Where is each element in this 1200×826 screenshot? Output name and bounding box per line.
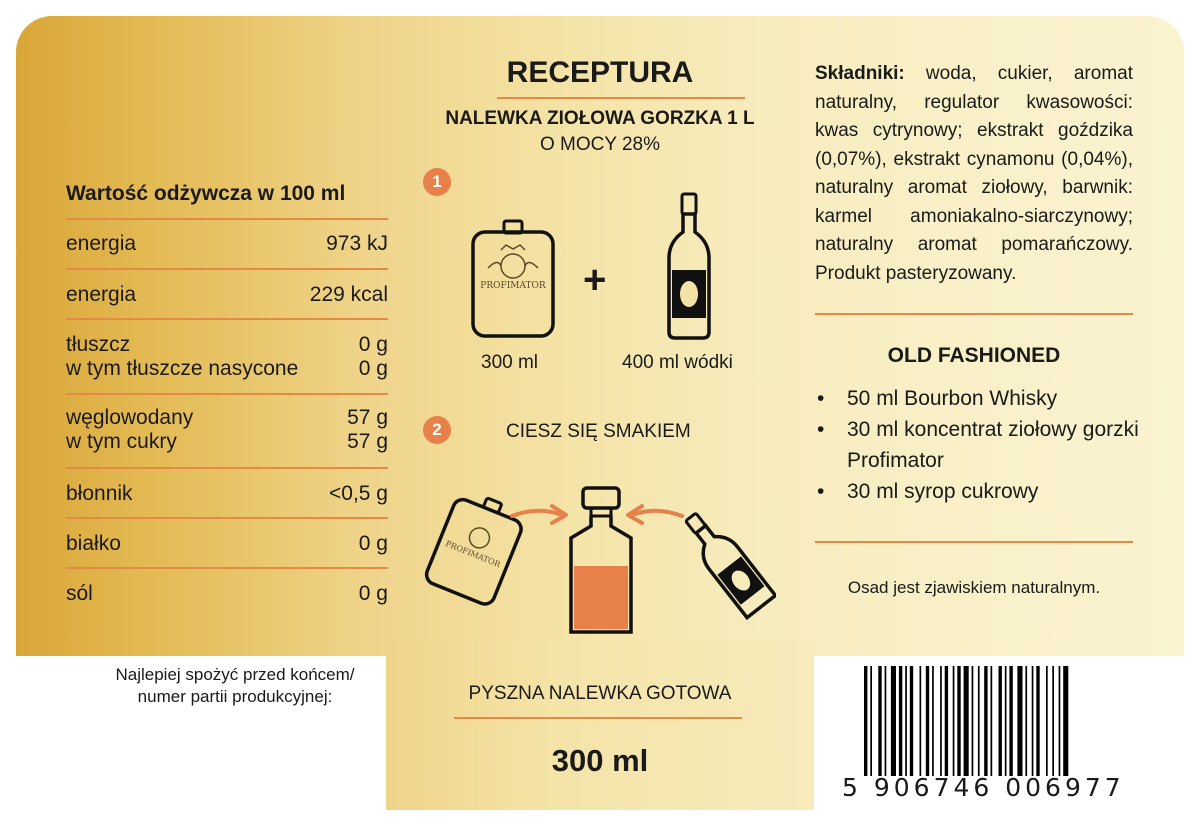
nutrient-value: <0,5 g <box>329 482 388 505</box>
nutrient-sublabel: w tym cukry <box>66 430 177 453</box>
decanter-icon <box>565 486 637 638</box>
label-center-panel <box>386 640 814 810</box>
divider <box>815 541 1133 543</box>
nutrient-subvalue: 0 g <box>358 357 388 380</box>
divider <box>497 97 745 99</box>
ingredients-text: woda, cukier, aromat naturalny, regulator kwasowości: kwas cytrynowy; ekstrakt goździka (0,07%), ekstrakt cynamonu (0,04%), naturalny aromat ziołowy, barwnik: karmel amoniakalno-siarczynowy; naturalny aromat pomarańczowy. Produkt pasteryzowany. <box>815 63 1133 284</box>
nutrient-label: błonnik <box>66 482 133 505</box>
old-fashioned-title: OLD FASHIONED <box>887 344 1061 367</box>
step-2-badge: 2 <box>423 416 451 444</box>
sediment-note: Osad jest zjawiskiem naturalnym. <box>847 578 1101 597</box>
divider <box>66 393 388 395</box>
divider <box>66 467 388 469</box>
old-fashioned-list <box>815 383 1145 507</box>
plus-sign: + <box>583 258 607 302</box>
nutrient-value: 0 g <box>358 532 388 555</box>
nutrient-value: 0 g <box>358 582 388 605</box>
barcode-digits: 5 906746 006977 <box>842 773 1125 802</box>
nutrition-title: Wartość odżywcza w 100 ml <box>66 182 346 205</box>
divider <box>66 268 388 270</box>
flask-icon <box>470 218 556 340</box>
nutrient-label: energia <box>66 232 137 255</box>
nutrient-subvalue: 57 g <box>347 430 388 453</box>
divider <box>815 313 1133 315</box>
divider <box>66 318 388 320</box>
nutrient-value: 973 kJ <box>326 232 388 255</box>
arrow-right-icon <box>510 502 572 528</box>
bottle-icon <box>664 192 714 342</box>
barcode <box>862 666 1124 776</box>
tilted-bottle-icon <box>680 504 776 624</box>
result-text: PYSZNA NALEWKA GOTOWA <box>468 683 732 704</box>
tilted-flask-brand: PROFIMATOR <box>444 539 502 570</box>
ingredients-label: Składniki: <box>815 63 905 84</box>
divider <box>66 218 388 220</box>
nutrient-label: tłuszcz <box>66 333 131 356</box>
divider <box>66 517 388 519</box>
ingredients <box>815 60 1133 288</box>
list-item: • 50 ml Bourbon Whisky <box>815 383 1145 414</box>
volume: 300 ml <box>551 743 649 778</box>
list-item: • 30 ml syrop cukrowy <box>815 476 1145 507</box>
nutrient-label: białko <box>66 532 121 555</box>
list-item: • 30 ml koncentrat ziołowy gorzki Profimator <box>815 414 1145 476</box>
step1-left-label: 300 ml <box>481 352 539 373</box>
recipe-title: RECEPTURA <box>506 56 694 89</box>
step-1-badge: 1 <box>423 168 451 196</box>
nutrient-label: węglowodany <box>66 406 194 429</box>
nutrient-value: 0 g <box>358 333 388 356</box>
nutrient-label: sól <box>66 582 93 605</box>
nutrient-value: 229 kcal <box>309 283 388 306</box>
divider <box>66 567 388 569</box>
flask-brand: PROFIMATOR <box>480 281 546 291</box>
nutrient-value: 57 g <box>347 406 388 429</box>
nutrient-label: energia <box>66 283 137 306</box>
recipe-strength: O MOCY 28% <box>539 134 661 155</box>
best-before-note: Najlepiej spożyć przed końcem/ numer partii produkcyjnej: <box>115 665 355 706</box>
nutrient-sublabel: w tym tłuszcze nasycone <box>66 357 299 380</box>
recipe-subtitle: NALEWKA ZIOŁOWA GORZKA 1 L <box>445 108 755 129</box>
step1-right-label: 400 ml wódki <box>622 352 733 373</box>
divider <box>454 717 742 719</box>
step2-text: CIESZ SIĘ SMAKIEM <box>506 421 691 442</box>
